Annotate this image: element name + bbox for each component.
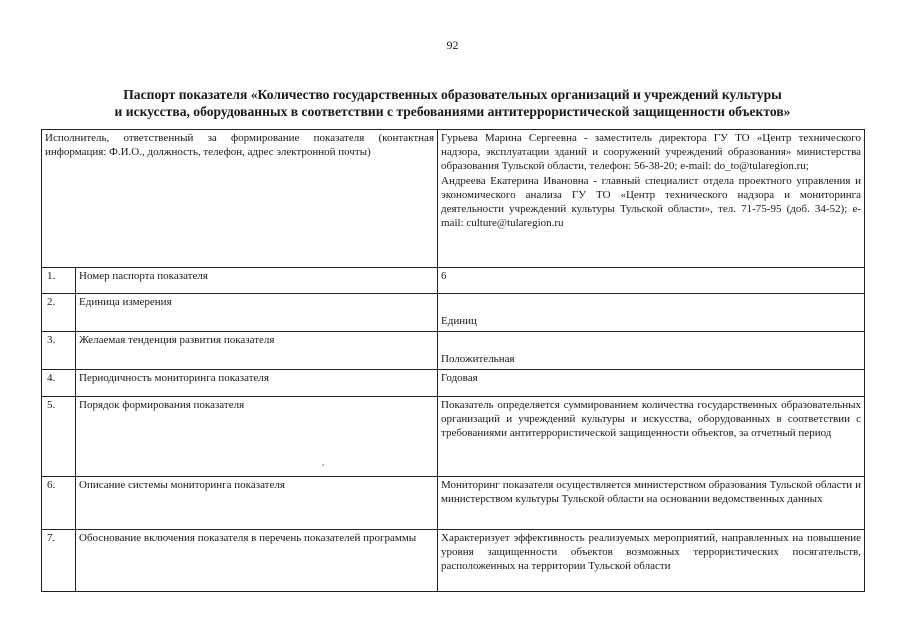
row-label: Описание системы мониторинга показателя [76,477,438,530]
passport-table [41,129,865,592]
row-number: 3. [42,332,76,370]
row-number: 1. [42,268,76,294]
executor-contact-2: Андреева Екатерина Ивановна - главный специалист отдела проектного управления и экономического анализа ГУ ТО «Центр технического надзора и мониторинга деятельности учреждений культуры Тульской области», тел. 71-75-95 (доб. 34-52); e-mail: culture@tularegion.ru [441,174,861,230]
table-row [42,397,865,477]
table-row [42,294,865,332]
row-number: 2. [42,294,76,332]
row-value: 6 [438,268,865,294]
table-row [42,268,865,294]
table-row [42,530,865,592]
row-label: Номер паспорта показателя [76,268,438,294]
row-label: Периодичность мониторинга показателя [76,370,438,397]
row-value: Годовая [438,370,865,397]
row-label: Порядок формирования показателя [76,397,438,477]
row-number: 5. [42,397,76,477]
table-row-executor [42,130,865,268]
stray-mark: , [322,457,325,467]
row-label: Обоснование включения показателя в перечень показателей программы [76,530,438,592]
row-value: Единиц [438,294,865,332]
row-number: 6. [42,477,76,530]
row-number: 7. [42,530,76,592]
title-line-1: Паспорт показателя «Количество государственных образовательных организаций и учреждений культуры [123,87,782,102]
title-line-2: и искусства, оборудованных в соответствии с требованиями антитеррористической защищенности объектов» [114,104,791,119]
row-label: Единица измерения [76,294,438,332]
row-value: Положительная [438,332,865,370]
executor-value [438,130,865,268]
row-value: Характеризует эффективность реализуемых мероприятий, направленных на повышение уровня защищенности объектов возможных террористических посягательств, расположенных на территории Тульской области [438,530,865,592]
page-number: 92 [446,38,459,52]
table-row [42,370,865,397]
row-value: Мониторинг показателя осуществляется министерством образования Тульской области и министерством культуры Тульской области на основании ведомственных данных [438,477,865,530]
row-label: Желаемая тенденция развития показателя [76,332,438,370]
executor-contact-1: Гурьева Марина Сергеевна - заместитель директора ГУ ТО «Центр технического надзора, эксплуатации зданий и сооружений учреждений образования» министерства образования Тульской области, телефон: 56-38-20; e-mail: do_to@tularegion.ru; [441,132,861,173]
row-number: 4. [42,370,76,397]
executor-label: Исполнитель, ответственный за формирование показателя (контактная информация: Ф.И.О., должность, телефон, адрес электронной почты) [42,130,438,268]
table-row [42,332,865,370]
row-value: Показатель определяется суммированием количества государственных образовательных организаций и учреждений культуры и искусства, оборудованных в соответствии с требованиями антитеррористической защищенности объектов, за отчетный период [438,397,865,477]
document-title [40,86,865,120]
table-row [42,477,865,530]
